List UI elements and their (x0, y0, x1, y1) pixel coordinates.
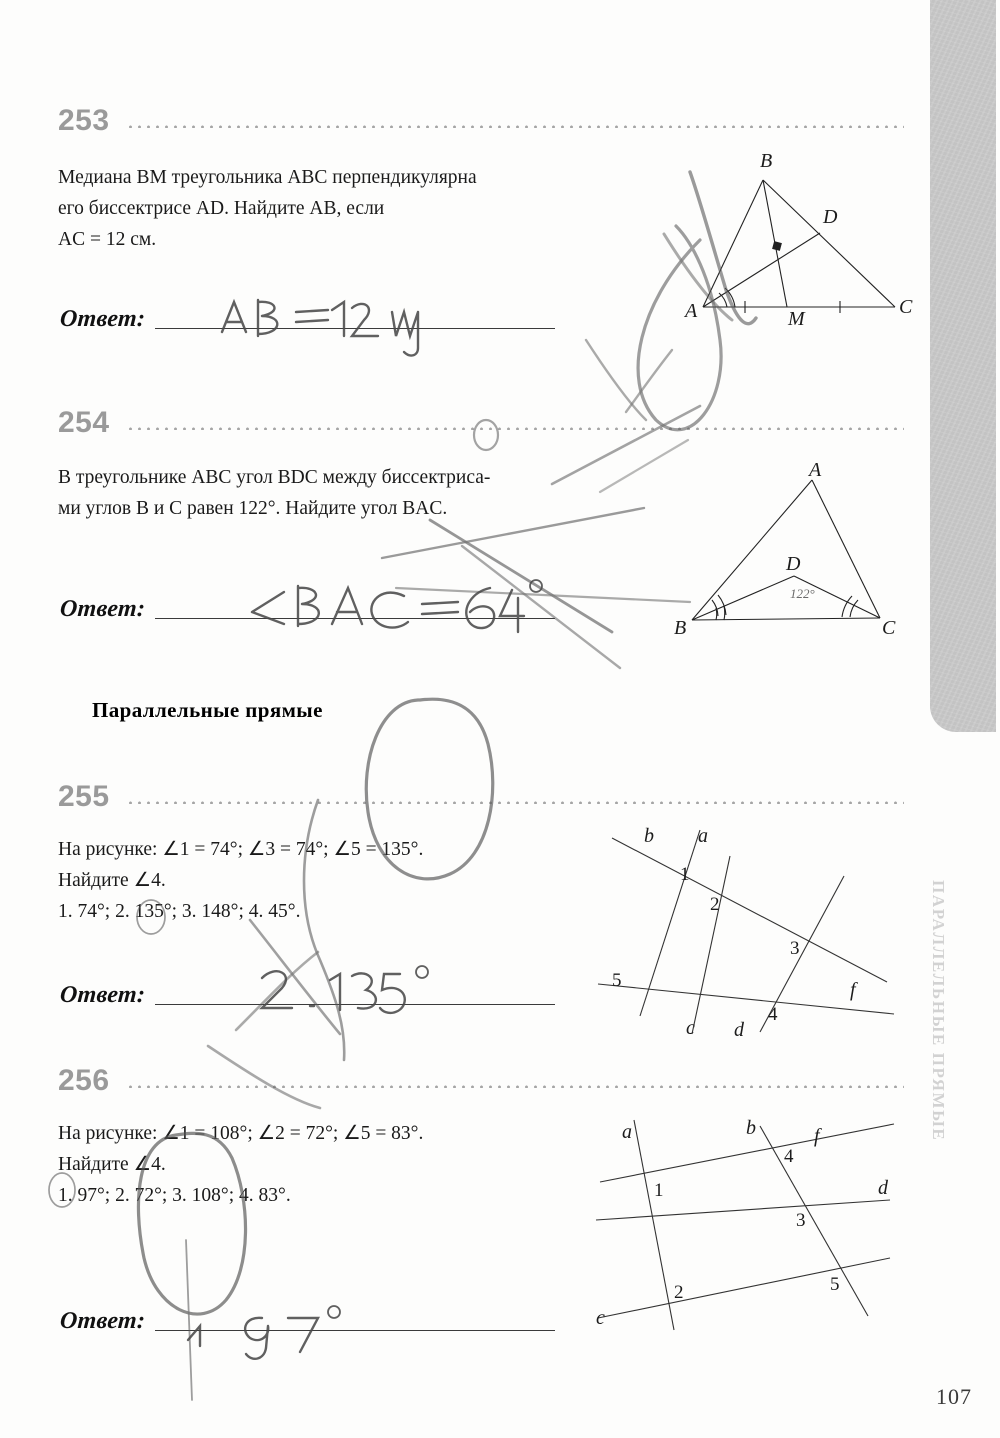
problem-line: Найдите ∠4. (58, 870, 166, 891)
section-title: Параллельные прямые (92, 698, 323, 722)
page-number: 107 (936, 1384, 972, 1409)
figure-angle-annotation: 122° (790, 586, 815, 601)
figure-label-b: b (746, 1117, 756, 1139)
figure-label-a: a (698, 825, 708, 847)
answer-label: Ответ: (59, 306, 147, 332)
problem-options: 1. 74°; 2. 135°; 3. 148°; 4. 45°. (58, 901, 301, 922)
figure-angle-1: 1 (654, 1180, 664, 1201)
answer-label: Ответ: (59, 596, 147, 622)
problem-number-255: 255 (58, 780, 110, 813)
problem-number-256: 256 (58, 1064, 110, 1097)
dotted-rule (126, 124, 904, 128)
problem-line: AC = 12 см. (58, 229, 157, 250)
figure-angle-2: 2 (674, 1282, 684, 1303)
problem-text-253 (58, 162, 678, 255)
problem-line: его биссектрисе AD. Найдите AB, если (58, 198, 385, 219)
figure-label-M: M (788, 308, 805, 330)
answer-field-256[interactable] (60, 1308, 555, 1335)
figure-253 (655, 145, 920, 345)
figure-label-A: A (685, 300, 698, 322)
figure-label-A: A (809, 459, 822, 481)
figure-label-f: f (814, 1125, 820, 1147)
answer-rule[interactable] (155, 617, 555, 619)
problem-line: В треугольнике ABC угол BDC между биссектриса- (58, 467, 491, 488)
figure-angle-4: 4 (768, 1004, 778, 1025)
chapter-thumb-tab (930, 0, 996, 732)
figure-label-d: d (734, 1019, 744, 1041)
answer-rule[interactable] (155, 1003, 555, 1005)
problem-line: На рисунке: ∠1 = 108°; ∠2 = 72°; ∠5 = 83°. (58, 1123, 424, 1144)
figure-label-f: f (850, 979, 856, 1001)
answer-field-255[interactable] (60, 982, 555, 1009)
figure-label-D: D (823, 206, 838, 228)
figure-label-d: d (878, 1177, 888, 1199)
answer-label: Ответ: (59, 982, 147, 1008)
problem-header-253 (58, 106, 904, 136)
figure-label-D: D (786, 553, 801, 575)
problem-header-256 (58, 1066, 904, 1096)
problem-text-255 (58, 834, 618, 927)
dotted-rule (126, 1084, 904, 1088)
figure-angle-4: 4 (784, 1146, 794, 1167)
figure-angle-3: 3 (790, 938, 800, 959)
figure-label-C: C (882, 617, 896, 639)
answer-label: Ответ: (59, 1308, 147, 1334)
figure-angle-1: 1 (680, 864, 690, 885)
problem-options: 1. 97°; 2. 72°; 3. 108°; 4. 83°. (58, 1185, 291, 1206)
problem-number-254: 254 (58, 406, 110, 439)
answer-field-254[interactable] (60, 596, 555, 623)
figure-angle-2: 2 (710, 894, 720, 915)
figure-label-b: b (644, 825, 654, 847)
figure-label-c: c (686, 1017, 695, 1039)
figure-255 (582, 824, 912, 1044)
figure-label-a: a (622, 1121, 632, 1143)
figure-angle-3: 3 (796, 1210, 806, 1231)
answer-rule[interactable] (155, 327, 555, 329)
figure-angle-5: 5 (612, 970, 622, 991)
dotted-rule (126, 800, 904, 804)
figure-label-c: c (596, 1307, 605, 1329)
problem-line: На рисунке: ∠1 = 74°; ∠3 = 74°; ∠5 = 135°. (58, 839, 424, 860)
figure-label-B: B (674, 617, 687, 639)
problem-number-253: 253 (58, 104, 110, 137)
answer-field-253[interactable] (60, 306, 555, 333)
dotted-rule (126, 426, 904, 430)
problem-text-254 (58, 462, 678, 524)
answer-rule[interactable] (155, 1329, 555, 1331)
figure-angle-5: 5 (830, 1274, 840, 1295)
figure-256 (582, 1112, 922, 1347)
problem-line: Медиана BM треугольника ABC перпендикулярна (58, 167, 477, 188)
figure-label-B: B (760, 150, 773, 172)
problem-header-255 (58, 782, 904, 812)
problem-text-256 (58, 1118, 618, 1211)
problem-line: ми углов B и C равен 122°. Найдите угол BAC. (58, 498, 448, 519)
figure-254 (672, 458, 912, 643)
problem-header-254 (58, 408, 904, 438)
figure-label-C: C (899, 296, 913, 318)
vertical-running-head: ПАРАЛЛЕЛЬНЫЕ ПРЯМЫЕ (929, 880, 948, 1142)
problem-line: Найдите ∠4. (58, 1154, 166, 1175)
